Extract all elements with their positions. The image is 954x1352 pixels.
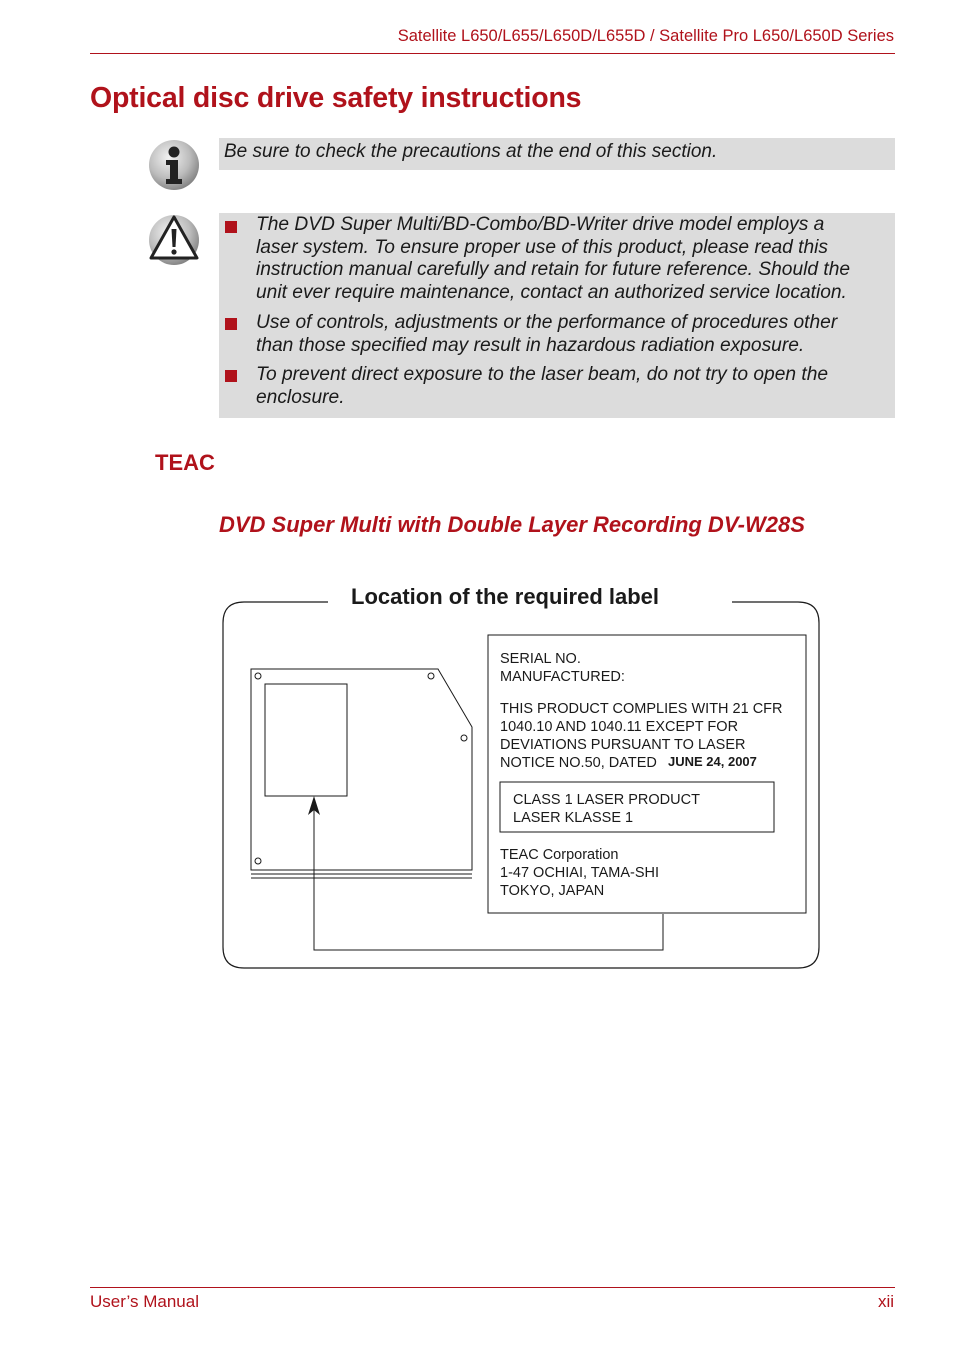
serial-no-text: SERIAL NO. — [500, 651, 581, 667]
company-address-1: 1-47 OCHIAI, TAMA-SHI — [500, 865, 659, 881]
header-rule — [90, 53, 895, 54]
laser-class-line-2: LASER KLASSE 1 — [513, 810, 634, 826]
compliance-line-2: 1040.10 AND 1040.11 EXCEPT FOR — [500, 719, 739, 735]
warning-icon — [147, 212, 201, 266]
bullet-square — [225, 370, 237, 382]
label-location-figure — [220, 580, 824, 972]
note-box — [219, 138, 895, 170]
drive-outline — [251, 669, 472, 878]
drive-model-heading: DVD Super Multi with Double Layer Recording DV-W28S — [219, 512, 805, 537]
footer-rule — [90, 1287, 895, 1288]
manufactured-text: MANUFACTURED: — [500, 669, 625, 685]
footer-page-number: xii — [877, 1292, 894, 1311]
notice-text: NOTICE NO.50, DATED — [500, 755, 657, 771]
compliance-line-3: DEVIATIONS PURSUANT TO LASER — [500, 737, 746, 753]
bullet-square — [225, 318, 237, 330]
bullet-square — [225, 221, 237, 233]
figure-heading: Location of the required label — [351, 584, 660, 609]
running-header: Satellite L650/L655/L650D/L655D / Satellite Pro L650/L650D Series — [397, 27, 894, 45]
footer-manual-name: User’s Manual — [90, 1292, 199, 1311]
page-title: Optical disc drive safety instructions — [90, 82, 582, 114]
warning-box — [219, 213, 895, 418]
company-name: TEAC Corporation — [500, 847, 619, 863]
warning-item-1: The DVD Super Multi/BD-Combo/BD-Writer drive model employs a laser system. To ensure proper use of this product, please read this instruction manual carefully and retain for future reference. Should the unit ever require maintenance, contact an authorized service location. — [256, 214, 851, 304]
notice-date: JUNE 24, 2007 — [668, 754, 757, 769]
company-address-2: TOKYO, JAPAN — [500, 883, 605, 899]
brand-heading: TEAC — [155, 450, 215, 475]
laser-class-line-1: CLASS 1 LASER PRODUCT — [513, 792, 700, 808]
compliance-line-1: THIS PRODUCT COMPLIES WITH 21 CFR — [500, 701, 783, 717]
warning-item-3: To prevent direct exposure to the laser beam, do not try to open the enclosure. — [256, 364, 829, 408]
info-icon — [147, 139, 201, 193]
note-text: Be sure to check the precautions at the end of this section. — [224, 141, 718, 162]
warning-item-2: Use of controls, adjustments or the performance of procedures other than those specified may result in hazardous radiation exposure. — [256, 312, 838, 356]
